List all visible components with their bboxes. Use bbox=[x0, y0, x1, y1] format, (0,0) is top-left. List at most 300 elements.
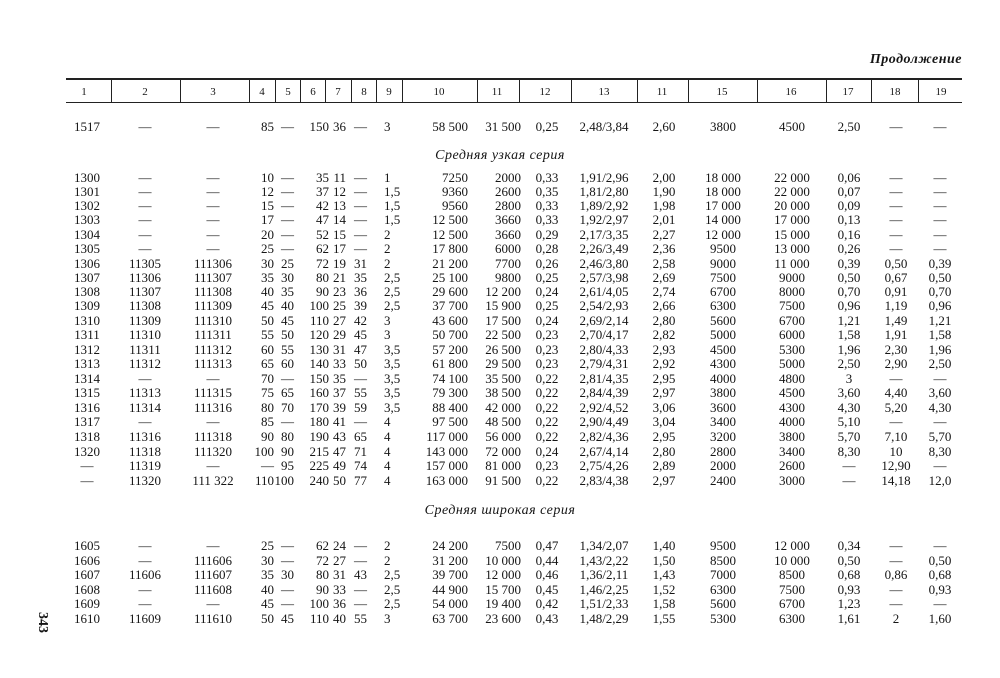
table-cell: — bbox=[138, 184, 152, 199]
table-cell: 150 bbox=[309, 371, 329, 386]
table-cell: 4000 bbox=[710, 371, 736, 386]
table-cell: 1,43/2,22 bbox=[579, 553, 629, 568]
table-cell: 36 bbox=[354, 284, 367, 299]
table-cell: 48 500 bbox=[485, 414, 521, 429]
column-header: 18 bbox=[889, 86, 901, 98]
table-cell: 0,25 bbox=[535, 298, 559, 313]
table-cell: 59 bbox=[354, 400, 367, 415]
table-cell: 111 322 bbox=[192, 473, 234, 488]
table-cell: 1,34/2,07 bbox=[579, 538, 629, 553]
table-cell: 1,23 bbox=[837, 596, 861, 611]
table-cell: — bbox=[206, 170, 220, 185]
table-cell: 0,23 bbox=[535, 342, 559, 357]
table-cell: 6000 bbox=[779, 327, 805, 342]
table-cell: 11 000 bbox=[774, 256, 810, 271]
table-cell: 2,54/2,93 bbox=[579, 298, 629, 313]
table-cell: — bbox=[138, 371, 152, 386]
table-cell: 111309 bbox=[193, 298, 233, 313]
table-cell: 111312 bbox=[193, 342, 233, 357]
table-cell: 1,60 bbox=[928, 611, 952, 626]
table-cell: 1302 bbox=[74, 198, 100, 213]
table-cell: 4800 bbox=[779, 371, 805, 386]
table-cell: 14 bbox=[333, 212, 346, 227]
table-cell: 40 bbox=[333, 611, 346, 626]
table-cell: 25 bbox=[333, 298, 346, 313]
table-cell: 27 bbox=[333, 313, 346, 328]
table-cell: 85 bbox=[261, 414, 274, 429]
table-cell: 2,50 bbox=[928, 356, 952, 371]
section-title-wide: Средняя широкая серия bbox=[424, 503, 576, 518]
table-cell: — bbox=[138, 414, 152, 429]
table-cell: — bbox=[933, 119, 947, 134]
table-cell: — bbox=[354, 414, 367, 429]
column-header: 15 bbox=[716, 86, 728, 98]
continuation-label: Продолжение bbox=[869, 52, 962, 67]
table-cell: 14,18 bbox=[881, 473, 911, 488]
table-cell: 215 bbox=[309, 444, 329, 459]
table-cell: 2,75/4,26 bbox=[579, 458, 629, 473]
table-cell: 5,70 bbox=[837, 429, 861, 444]
table-cell: 80 bbox=[261, 400, 274, 415]
table-cell: — bbox=[281, 414, 294, 429]
table-cell: — bbox=[889, 371, 903, 386]
table-cell: 5,70 bbox=[928, 429, 952, 444]
table-cell: 1318 bbox=[74, 429, 100, 444]
table-cell: 9800 bbox=[495, 270, 521, 285]
table-cell: 4300 bbox=[710, 356, 736, 371]
table-cell: 11313 bbox=[128, 385, 162, 400]
table-cell: 90 bbox=[261, 429, 274, 444]
table-cell: 4 bbox=[384, 458, 391, 473]
table-cell: — bbox=[354, 582, 367, 597]
table-cell: 0,22 bbox=[535, 473, 559, 488]
table-cell: 7500 bbox=[495, 538, 521, 553]
table-cell: — bbox=[889, 119, 903, 134]
page-number: 343 bbox=[35, 612, 50, 633]
table-cell: 23 600 bbox=[485, 611, 521, 626]
table-cell: 0,67 bbox=[884, 270, 908, 285]
table-cell: 49 bbox=[333, 458, 346, 473]
table-cell: 1610 bbox=[74, 611, 100, 626]
table-cell: 42 bbox=[354, 313, 367, 328]
table-cell: 1,81/2,80 bbox=[579, 184, 629, 199]
table-cell: 39 bbox=[333, 400, 346, 415]
table-cell: — bbox=[206, 458, 220, 473]
table-cell: 111308 bbox=[193, 284, 233, 299]
table-cell: — bbox=[354, 227, 367, 242]
table-cell: 110 bbox=[254, 473, 274, 488]
column-header: 2 bbox=[142, 86, 148, 98]
table-cell: 27 bbox=[333, 553, 346, 568]
table-cell: 6300 bbox=[710, 582, 736, 597]
table-cell: 3800 bbox=[779, 429, 805, 444]
table-cell: — bbox=[281, 371, 294, 386]
table-cell: — bbox=[281, 170, 294, 185]
table-cell: 24 bbox=[333, 538, 346, 553]
table-cell: 5300 bbox=[779, 342, 805, 357]
table-cell: 100 bbox=[309, 298, 329, 313]
table-cell: 3,5 bbox=[384, 371, 401, 386]
table-cell: 77 bbox=[354, 473, 367, 488]
table-cell: 50 bbox=[261, 313, 274, 328]
table-cell: — bbox=[354, 371, 367, 386]
table-cell: 1,90 bbox=[652, 184, 676, 199]
table-cell: 0,06 bbox=[837, 170, 861, 185]
table-cell: 2,92 bbox=[652, 356, 676, 371]
table-cell: 2,5 bbox=[384, 284, 401, 299]
table-cell: 19 bbox=[333, 256, 346, 271]
table-cell: 1,51/2,33 bbox=[579, 596, 629, 611]
table-cell: 4500 bbox=[710, 342, 736, 357]
table-cell: 2,30 bbox=[884, 342, 908, 357]
table-cell: 23 bbox=[333, 284, 346, 299]
table-cell: 111307 bbox=[193, 270, 233, 285]
table-cell: 0,24 bbox=[535, 284, 559, 299]
table-cell: 70 bbox=[261, 371, 274, 386]
table-cell: 65 bbox=[261, 356, 274, 371]
table-cell: 2,90/4,49 bbox=[579, 414, 629, 429]
table-cell: 3 bbox=[384, 611, 391, 626]
table-cell: — bbox=[281, 198, 294, 213]
table-cell: 5000 bbox=[779, 356, 805, 371]
table-cell: 2,92/4,52 bbox=[579, 400, 629, 415]
table-cell: 9360 bbox=[442, 184, 468, 199]
table-cell: 7,10 bbox=[884, 429, 908, 444]
table-cell: 55 bbox=[354, 611, 367, 626]
table-cell: 3,5 bbox=[384, 385, 401, 400]
table-cell: — bbox=[206, 184, 220, 199]
table-cell: 4500 bbox=[779, 385, 805, 400]
table-cell: 4 bbox=[384, 414, 391, 429]
table-cell: 79 300 bbox=[432, 385, 468, 400]
column-header: 19 bbox=[935, 86, 947, 98]
table-cell: 8500 bbox=[710, 553, 736, 568]
table-cell: — bbox=[889, 553, 903, 568]
table-cell: 1,5 bbox=[384, 212, 401, 227]
table-cell: 17 bbox=[261, 212, 274, 227]
table-cell: — bbox=[281, 212, 294, 227]
table-cell: 2,90 bbox=[884, 356, 908, 371]
table-cell: 54 000 bbox=[432, 596, 468, 611]
table-cell: 2,93 bbox=[652, 342, 676, 357]
column-header: 8 bbox=[361, 86, 367, 98]
table-cell: — bbox=[138, 241, 152, 256]
table-cell: 1,21 bbox=[928, 313, 952, 328]
table-cell: 1312 bbox=[74, 342, 100, 357]
table-cell: 0,22 bbox=[535, 385, 559, 400]
table-cell: 2,61/4,05 bbox=[579, 284, 629, 299]
table-cell: 0,22 bbox=[535, 400, 559, 415]
table-cell: 2 bbox=[892, 611, 900, 626]
table-cell: 74 bbox=[354, 458, 367, 473]
table-cell: — bbox=[206, 212, 220, 227]
table-cell: 71 bbox=[354, 444, 367, 459]
table-cell: 17 800 bbox=[432, 241, 468, 256]
table-cell: 225 bbox=[309, 458, 329, 473]
table-cell: — bbox=[281, 582, 294, 597]
table-cell: 0,34 bbox=[837, 538, 861, 553]
table-cell: 190 bbox=[309, 429, 329, 444]
table-cell: — bbox=[281, 241, 294, 256]
table-cell: 1,55 bbox=[652, 611, 676, 626]
table-cell: 5600 bbox=[710, 596, 736, 611]
table-cell: 20 bbox=[261, 227, 274, 242]
table-cell: 17 000 bbox=[705, 198, 741, 213]
table-cell: 1300 bbox=[74, 170, 100, 185]
table-cell: 40 bbox=[281, 298, 294, 313]
table-cell: 2 bbox=[384, 227, 391, 242]
table-cell: 6300 bbox=[710, 298, 736, 313]
table-cell: — bbox=[138, 170, 152, 185]
table-cell: 1310 bbox=[74, 313, 100, 328]
table-cell: 0,70 bbox=[837, 284, 861, 299]
table-cell: 0,96 bbox=[837, 298, 861, 313]
table-cell: 90 bbox=[281, 444, 294, 459]
table-cell: 1,40 bbox=[652, 538, 676, 553]
table-cell: — bbox=[80, 473, 94, 488]
table-cell: 55 bbox=[261, 327, 274, 342]
table-cell: 3,5 bbox=[384, 356, 401, 371]
table-cell: 12 000 bbox=[485, 567, 521, 582]
table-cell: 0,93 bbox=[928, 582, 952, 597]
table-cell: — bbox=[933, 458, 947, 473]
table-cell: 1317 bbox=[74, 414, 100, 429]
table-cell: 1311 bbox=[74, 327, 100, 342]
table-cell: 6700 bbox=[779, 313, 805, 328]
table-cell: 3 bbox=[384, 327, 391, 342]
table-cell: 0,33 bbox=[535, 170, 559, 185]
table-cell: 117 000 bbox=[426, 429, 468, 444]
table-cell: — bbox=[933, 170, 947, 185]
table-cell: 120 bbox=[309, 327, 329, 342]
table-cell: 0,46 bbox=[535, 567, 559, 582]
table-cell: 111320 bbox=[193, 444, 233, 459]
table-cell: 45 bbox=[261, 596, 274, 611]
table-cell: 10 000 bbox=[774, 553, 810, 568]
column-header: 10 bbox=[433, 86, 445, 98]
table-cell: 17 500 bbox=[485, 313, 521, 328]
table-cell: 63 700 bbox=[432, 611, 468, 626]
table-cell: — bbox=[281, 227, 294, 242]
table-cell: 2,5 bbox=[384, 298, 401, 313]
table-cell: — bbox=[354, 553, 367, 568]
table-cell: 31 200 bbox=[432, 553, 468, 568]
table-cell: 70 bbox=[281, 400, 294, 415]
table-cell: 2,82 bbox=[652, 327, 676, 342]
table-cell: 2,50 bbox=[837, 356, 861, 371]
table-cell: 2,95 bbox=[652, 371, 676, 386]
table-cell: — bbox=[354, 198, 367, 213]
table-cell: — bbox=[281, 596, 294, 611]
table-cell: 22 000 bbox=[774, 170, 810, 185]
table-cell: 100 bbox=[274, 473, 294, 488]
table-cell: 4,40 bbox=[884, 385, 908, 400]
table-cell: — bbox=[842, 473, 856, 488]
table-cell: 2,80 bbox=[652, 444, 676, 459]
table-cell: 0,33 bbox=[535, 212, 559, 227]
table-cell: 0,50 bbox=[884, 256, 908, 271]
table-cell: 1,98 bbox=[652, 198, 676, 213]
table-cell: 1305 bbox=[74, 241, 100, 256]
table-cell: 35 bbox=[354, 270, 367, 285]
table-cell: 7500 bbox=[779, 582, 805, 597]
table-cell: 0,50 bbox=[837, 553, 861, 568]
table-cell: 43 bbox=[333, 429, 346, 444]
table-cell: 0,42 bbox=[535, 596, 559, 611]
table-cell: 5,20 bbox=[884, 400, 908, 415]
table-cell: 170 bbox=[309, 400, 329, 415]
table-cell: 18 000 bbox=[705, 170, 741, 185]
table-cell: 2 bbox=[384, 256, 391, 271]
table-cell: 15 bbox=[333, 227, 346, 242]
table-cell: 12 500 bbox=[432, 227, 468, 242]
table-cell: 14 000 bbox=[705, 212, 741, 227]
table-cell: 2800 bbox=[710, 444, 736, 459]
table-cell: 21 200 bbox=[432, 256, 468, 271]
table-cell: 5,10 bbox=[837, 414, 861, 429]
table-cell: 35 bbox=[281, 284, 294, 299]
table-cell: 31 bbox=[333, 342, 346, 357]
table-cell: — bbox=[354, 119, 367, 134]
table-cell: 111306 bbox=[193, 256, 233, 271]
table-cell: 97 500 bbox=[432, 414, 468, 429]
table-cell: 44 900 bbox=[432, 582, 468, 597]
table-cell: 1,43 bbox=[652, 567, 676, 582]
table-cell: 47 bbox=[316, 212, 329, 227]
table-cell: — bbox=[933, 538, 947, 553]
table-cell: 29 600 bbox=[432, 284, 468, 299]
section-title-narrow: Средняя узкая серия bbox=[435, 148, 565, 163]
table-cell: 0,47 bbox=[535, 538, 559, 553]
table-cell: 0,86 bbox=[884, 567, 908, 582]
table-cell: 25 bbox=[281, 256, 294, 271]
table-cell: 29 bbox=[333, 327, 346, 342]
table-cell: 1316 bbox=[74, 400, 100, 415]
table-cell: 40 bbox=[261, 284, 274, 299]
table-cell: — bbox=[354, 596, 367, 611]
table-cell: 50 700 bbox=[432, 327, 468, 342]
table-cell: 100 bbox=[254, 444, 274, 459]
table-cell: 2,46/3,80 bbox=[579, 256, 629, 271]
table-cell: 0,28 bbox=[535, 241, 559, 256]
table-cell: 15 900 bbox=[485, 298, 521, 313]
table-cell: 2000 bbox=[710, 458, 736, 473]
table-cell: 55 bbox=[281, 342, 294, 357]
table-cell: 2,67/4,14 bbox=[579, 444, 629, 459]
table-cell: 3800 bbox=[710, 385, 736, 400]
table-cell: 1605 bbox=[74, 538, 100, 553]
table-cell: 12 500 bbox=[432, 212, 468, 227]
column-header: 11 bbox=[491, 86, 503, 98]
table-cell: — bbox=[889, 538, 903, 553]
table-top-rule bbox=[66, 78, 962, 80]
table-cell: 3,60 bbox=[837, 385, 861, 400]
table-cell: — bbox=[933, 241, 947, 256]
table-header-rule bbox=[66, 102, 962, 103]
table-cell: 3000 bbox=[779, 473, 805, 488]
table-cell: 37 bbox=[333, 385, 346, 400]
column-header: 7 bbox=[335, 86, 341, 98]
table-cell: 11305 bbox=[128, 256, 162, 271]
table-cell: 9560 bbox=[442, 198, 468, 213]
table-cell: 17 bbox=[333, 241, 346, 256]
table-cell: 157 000 bbox=[425, 458, 468, 473]
table-cell: — bbox=[281, 538, 294, 553]
table-cell: 30 bbox=[281, 567, 294, 582]
table-cell: 15 700 bbox=[485, 582, 521, 597]
column-header: 9 bbox=[386, 86, 392, 98]
table-cell: 111313 bbox=[193, 356, 233, 371]
table-cell: — bbox=[354, 241, 367, 256]
table-cell: 2,26/3,49 bbox=[579, 241, 629, 256]
column-header: 5 bbox=[285, 86, 291, 98]
table-cell: 50 bbox=[354, 356, 367, 371]
table-cell: 9000 bbox=[710, 256, 736, 271]
table-cell: 3,04 bbox=[652, 414, 676, 429]
table-cell: 15 bbox=[261, 198, 274, 213]
table-cell: 2,95 bbox=[652, 429, 676, 444]
table-cell: 72 bbox=[316, 256, 329, 271]
table-cell: — bbox=[281, 553, 294, 568]
table-cell: 47 bbox=[333, 444, 346, 459]
table-cell: 0,24 bbox=[535, 313, 559, 328]
table-cell: 6300 bbox=[779, 611, 805, 626]
table-cell: 1,52 bbox=[652, 582, 676, 597]
table-cell: 45 bbox=[261, 298, 274, 313]
table-cell: 7500 bbox=[779, 298, 805, 313]
table-cell: 4 bbox=[384, 473, 391, 488]
table-cell: 50 bbox=[281, 327, 294, 342]
table-cell: 2 bbox=[384, 538, 391, 553]
table-cell: 74 100 bbox=[432, 371, 468, 386]
table-cell: 2400 bbox=[710, 473, 736, 488]
table-cell: — bbox=[206, 371, 220, 386]
table-cell: 1,48/2,29 bbox=[579, 611, 629, 626]
table-cell: 0,68 bbox=[928, 567, 952, 582]
table-cell: 2,83/4,38 bbox=[579, 473, 629, 488]
table-cell: — bbox=[933, 414, 947, 429]
table-cell: 111610 bbox=[193, 611, 233, 626]
table-cell: 3660 bbox=[495, 227, 521, 242]
table-cell: 10 000 bbox=[485, 553, 521, 568]
table-cell: 1,58 bbox=[928, 327, 952, 342]
table-cell: 41 bbox=[333, 414, 346, 429]
table-cell: — bbox=[933, 212, 947, 227]
table-cell: 3,5 bbox=[384, 400, 401, 415]
table-cell: 0,43 bbox=[535, 611, 559, 626]
table-cell: 2,69/2,14 bbox=[579, 313, 629, 328]
table-cell: 42 bbox=[316, 198, 329, 213]
table-cell: 88 400 bbox=[432, 400, 468, 415]
table-cell: 11306 bbox=[128, 270, 162, 285]
table-cell: 60 bbox=[281, 356, 294, 371]
table-cell: 100 bbox=[309, 596, 329, 611]
table-cell: 57 200 bbox=[432, 342, 468, 357]
table-cell: 0,09 bbox=[837, 198, 861, 213]
table-cell: 15 000 bbox=[774, 227, 810, 242]
table-cell: 72 000 bbox=[485, 444, 521, 459]
table-cell: 1,49 bbox=[884, 313, 908, 328]
table-cell: 11320 bbox=[128, 473, 162, 488]
table-cell: 1306 bbox=[74, 256, 100, 271]
table-cell: 72 bbox=[316, 553, 329, 568]
table-cell: 180 bbox=[309, 414, 329, 429]
table-cell: — bbox=[138, 538, 152, 553]
column-header: 12 bbox=[539, 86, 551, 98]
table-cell: 3800 bbox=[710, 119, 736, 134]
table-cell: 2,36 bbox=[652, 241, 676, 256]
table-cell: 9500 bbox=[710, 241, 736, 256]
